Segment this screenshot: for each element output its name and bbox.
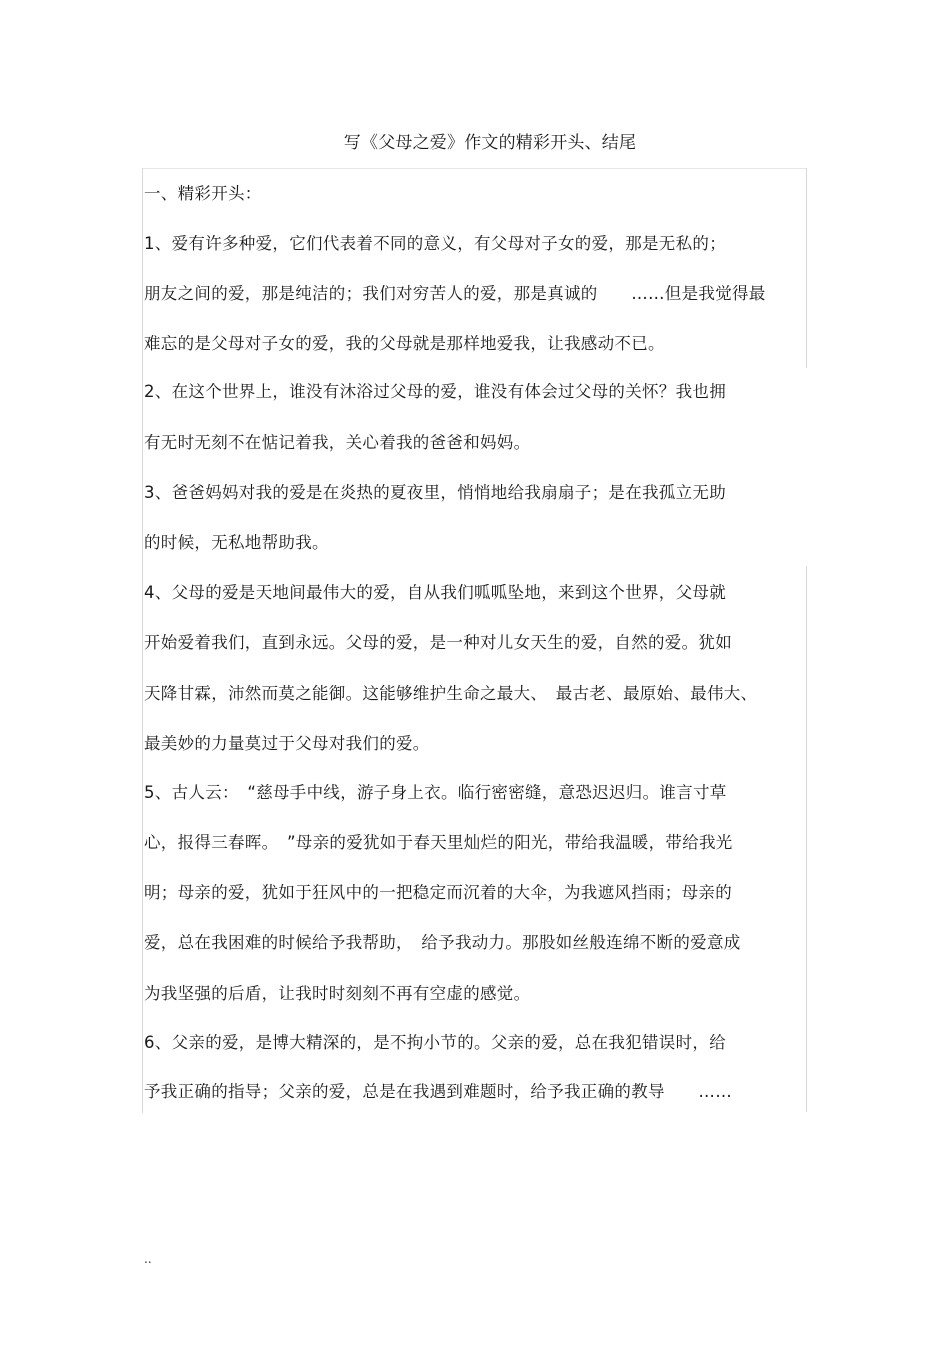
right-border-rule-2	[806, 566, 807, 1112]
text-line-10: 天降甘霖，沛然而莫之能御。这能够维护生命之最大、 最古老、最原始、最伟大、	[144, 684, 758, 703]
text-line-13: 心，报得三春晖。 ”母亲的爱犹如于春天里灿烂的阳光，带给我温暖，带给我光	[144, 833, 733, 852]
section-heading: 一、精彩开头：	[144, 184, 262, 203]
text-line-2: 朋友之间的爱，那是纯洁的；我们对穷苦人的爱，那是真诚的 ……但是我觉得最	[144, 284, 766, 303]
text-line-4: 2、在这个世界上，谁没有沐浴过父母的爱，谁没有体会过父母的关怀？我也拥	[144, 382, 726, 401]
text-line-11: 最美妙的力量莫过于父母对我们的爱。	[144, 734, 430, 753]
text-line-17: 6、父亲的爱，是博大精深的，是不拘小节的。父亲的爱，总在我犯错误时，给	[144, 1033, 726, 1052]
document-title: 写《父母之爱》作文的精彩开头、结尾	[343, 133, 637, 153]
text-line-12: 5、古人云： “慈母手中线，游子身上衣。临行密密缝，意恐迟迟归。谁言寸草	[144, 783, 727, 802]
text-line-9: 开始爱着我们，直到永远。父母的爱，是一种对儿女天生的爱，自然的爱。犹如	[144, 633, 732, 652]
text-line-16: 为我坚强的后盾，让我时时刻刻不再有空虚的感觉。	[144, 984, 531, 1003]
text-line-15: 爱，总在我困难的时候给予我帮助， 给予我动力。那股如丝般连绵不断的爱意成	[144, 933, 741, 952]
text-line-3: 难忘的是父母对子女的爱，我的父母就是那样地爱我，让我感动不已。	[144, 334, 665, 353]
text-line-1: 1、爱有许多种爱，它们代表着不同的意义，有父母对子女的爱，那是无私的；	[144, 234, 726, 253]
text-line-18: 予我正确的指导；父亲的爱，总是在我遇到难题时，给予我正确的教导 ……	[144, 1082, 732, 1101]
text-line-7: 的时候，无私地帮助我。	[144, 533, 329, 552]
text-line-14: 明；母亲的爱，犹如于狂风中的一把稳定而沉着的大伞，为我遮风挡雨；母亲的	[144, 883, 732, 902]
text-line-8: 4、父母的爱是天地间最伟大的爱，自从我们呱呱坠地，来到这个世界，父母就	[144, 583, 726, 602]
text-line-5: 有无时无刻不在惦记着我，关心着我的爸爸和妈妈。	[144, 433, 531, 452]
left-border-rule	[142, 168, 143, 1113]
footer-mark: ..	[144, 1252, 152, 1266]
text-line-6: 3、爸爸妈妈对我的爱是在炎热的夏夜里，悄悄地给我扇扇子；是在我孤立无助	[144, 483, 726, 502]
table-top-rule	[142, 168, 806, 169]
right-border-rule-1	[806, 168, 807, 368]
